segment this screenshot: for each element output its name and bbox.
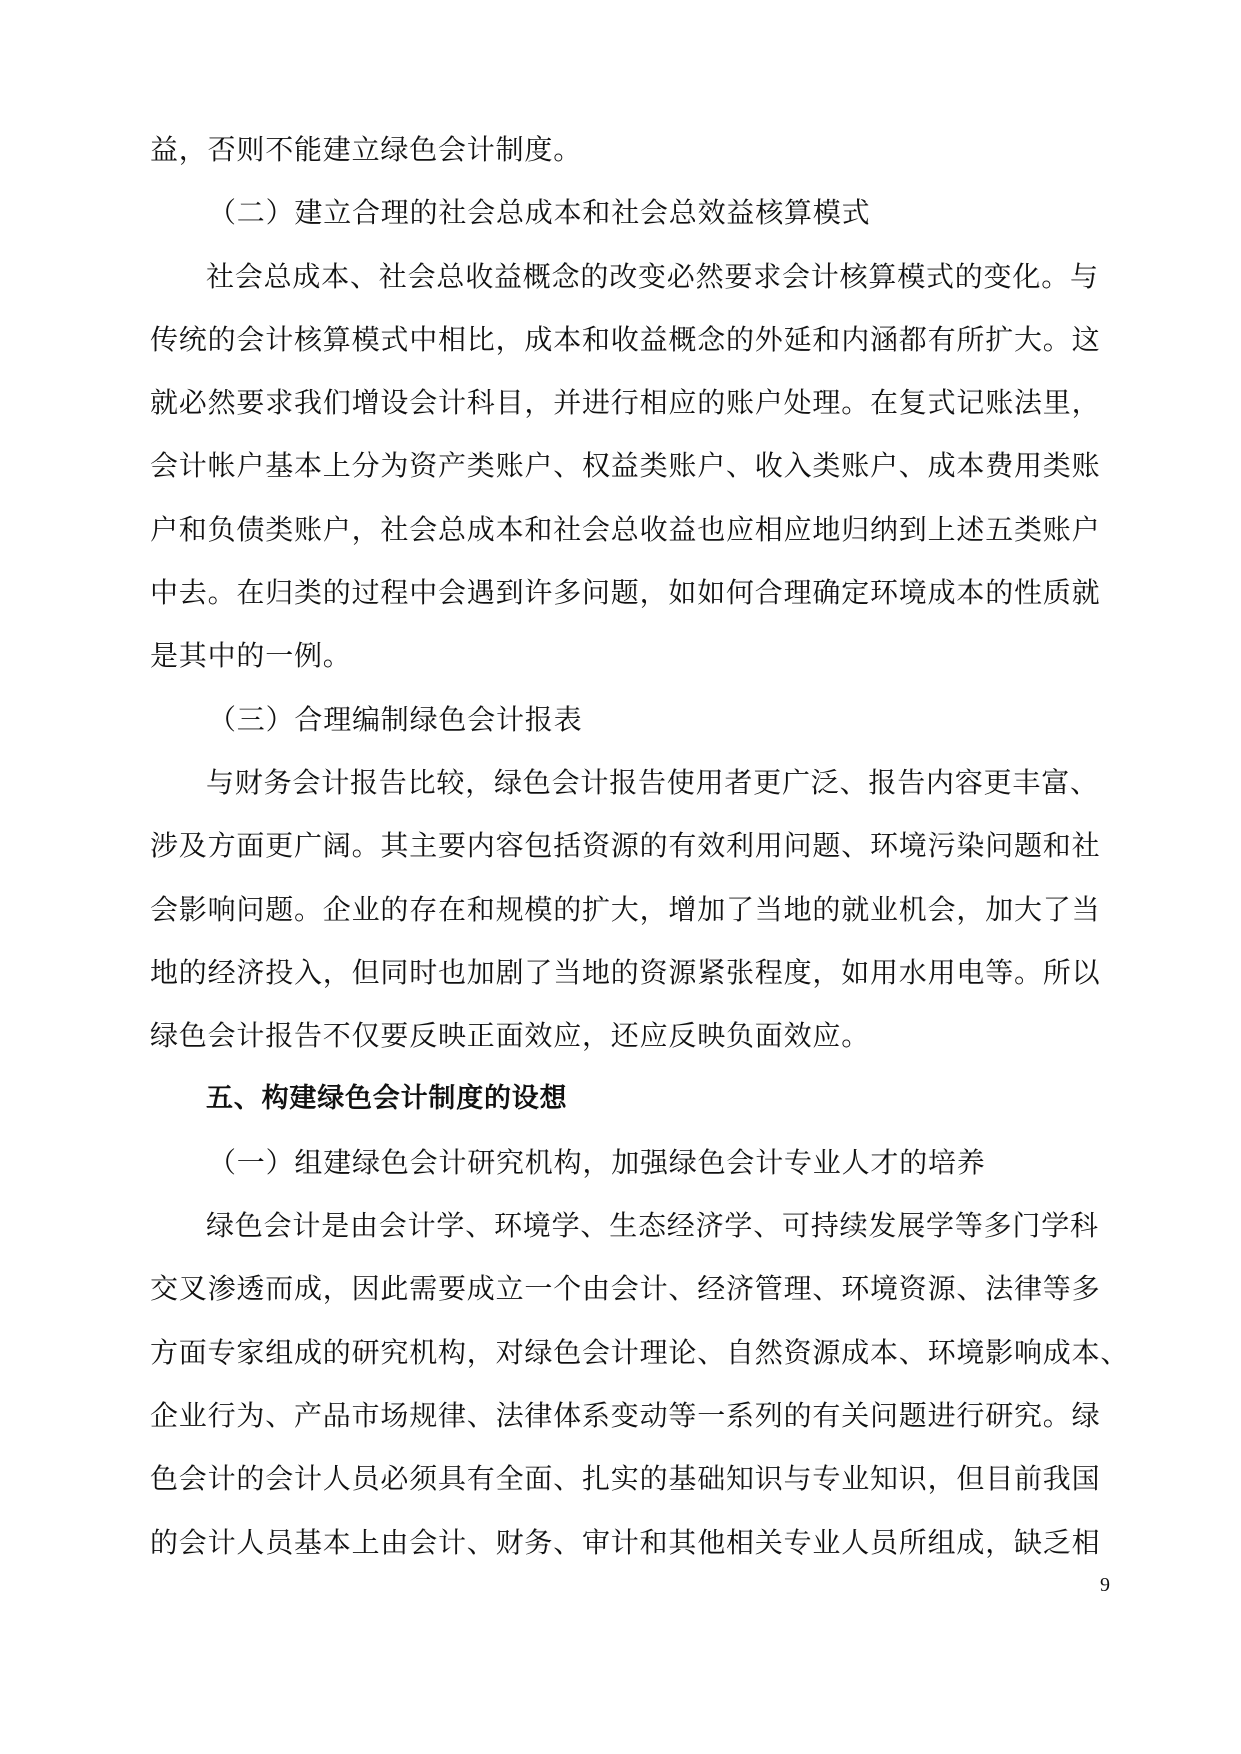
paragraph-line: 涉及方面更广阔。其主要内容包括资源的有效利用问题、环境污染问题和社	[150, 829, 1101, 863]
paragraph-line: 色会计的会计人员必须具有全面、扎实的基础知识与专业知识，但目前我国	[150, 1462, 1101, 1496]
paragraph-line: 的会计人员基本上由会计、财务、审计和其他相关专业人员所组成，缺乏相	[150, 1525, 1101, 1559]
subsection-heading: （三）合理编制绿色会计报表	[208, 702, 583, 736]
paragraph-line: 社会总成本、社会总收益概念的改变必然要求会计核算模式的变化。与	[206, 259, 1099, 293]
paragraph-line: 传统的会计核算模式中相比，成本和收益概念的外延和内涵都有所扩大。这	[150, 322, 1101, 356]
subsection-heading: （一）组建绿色会计研究机构，加强绿色会计专业人才的培养	[208, 1145, 986, 1179]
subsection-heading: （二）建立合理的社会总成本和社会总效益核算模式	[208, 196, 871, 230]
paragraph-line: 中去。在归类的过程中会遇到许多问题，如如何合理确定环境成本的性质就	[150, 576, 1101, 610]
paragraph-line: 绿色会计报告不仅要反映正面效应，还应反映负面效应。	[150, 1019, 871, 1053]
section-heading: 五、构建绿色会计制度的设想	[206, 1083, 568, 1115]
paragraph-line: 交叉渗透而成，因此需要成立一个由会计、经济管理、环境资源、法律等多	[150, 1272, 1101, 1306]
paragraph-line: 地的经济投入，但同时也加剧了当地的资源紧张程度，如用水用电等。所以	[150, 955, 1101, 989]
paragraph-line: 绿色会计是由会计学、环境学、生态经济学、可持续发展学等多门学科	[206, 1209, 1099, 1243]
paragraph-line: 就必然要求我们增设会计科目，并进行相应的账户处理。在复式记账法里，	[150, 386, 1101, 420]
page-number: 9	[1100, 1574, 1110, 1596]
paragraph-line: 方面专家组成的研究机构，对绿色会计理论、自然资源成本、环境影响成本、	[150, 1335, 1130, 1369]
document-body	[150, 118, 1130, 1574]
paragraph-line: 益，否则不能建立绿色会计制度。	[150, 133, 583, 166]
paragraph-line: 企业行为、产品市场规律、法律体系变动等一系列的有关问题进行研究。绿	[150, 1398, 1101, 1432]
paragraph-line: 与财务会计报告比较，绿色会计报告使用者更广泛、报告内容更丰富、	[206, 765, 1099, 799]
paragraph-line: 户和负债类账户，社会总成本和社会总收益也应相应地归纳到上述五类账户	[150, 512, 1101, 546]
paragraph-line: 会计帐户基本上分为资产类账户、权益类账户、收入类账户、成本费用类账	[150, 449, 1101, 483]
paragraph-line: 会影响问题。企业的存在和规模的扩大，增加了当地的就业机会，加大了当	[150, 892, 1101, 926]
paragraph-line: 是其中的一例。	[150, 639, 352, 673]
